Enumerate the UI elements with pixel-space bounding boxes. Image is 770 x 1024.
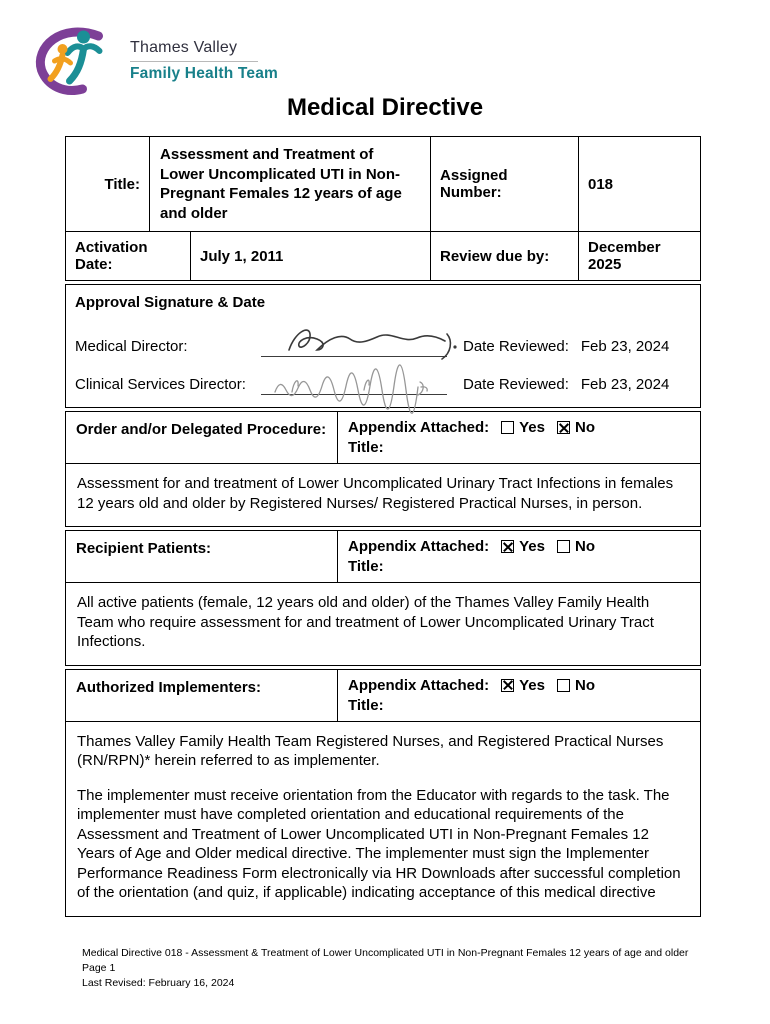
medical-director-signature-line [261, 329, 447, 357]
appendix-yes-label: Yes [519, 419, 545, 436]
medical-director-date-reviewed-value: Feb 23, 2024 [580, 338, 670, 355]
tvfht-logo [26, 22, 278, 100]
logo-org-name: Thames Valley [130, 39, 238, 56]
appendix-title-label: Title: [348, 696, 384, 714]
footer-last-revised: Last Revised: February 16, 2024 [82, 977, 235, 990]
title-value: Assessment and Treatment of Lower Uncomplicated UTI in Non-Pregnant Females 12 years of age and older [149, 137, 430, 231]
appendix-no-checkbox [557, 679, 570, 692]
appendix-attached-line [348, 419, 690, 436]
clinical-director-date-reviewed-value: Feb 23, 2024 [580, 376, 670, 393]
approval-section [65, 284, 701, 408]
appendix-yes-checkbox [501, 679, 514, 692]
appendix-title-label: Title: [348, 558, 384, 575]
clinical-director-signature-line [261, 367, 447, 395]
assigned-number-value: 018 [578, 137, 700, 231]
recipient-patients-section [65, 530, 701, 666]
activation-date-label: Activation Date: [75, 239, 148, 273]
appendix-no-label: No [575, 676, 595, 694]
approval-heading: Approval Signature & Date [75, 294, 266, 311]
appendix-no-checkbox [557, 421, 570, 434]
document-footer [82, 946, 688, 992]
recipient-patients-appendix-cell [337, 531, 700, 582]
appendix-attached-line [348, 538, 690, 555]
appendix-no-label: No [575, 538, 595, 555]
activation-date-value: July 1, 2011 [190, 232, 430, 280]
assigned-number-label: Assigned Number: [430, 137, 578, 231]
order-procedure-section [65, 411, 701, 527]
authorized-implementers-section [65, 669, 701, 917]
clinical-director-signature-image [265, 368, 445, 402]
medical-director-date-reviewed-label: Date Reviewed: [463, 338, 569, 355]
tvfht-logo-icon [26, 22, 122, 100]
title-info-table [65, 136, 701, 281]
appendix-yes-checkbox [501, 421, 514, 434]
order-procedure-label: Order and/or Delegated Procedure: [76, 421, 327, 438]
medical-director-signature-image [265, 320, 465, 364]
title-row [66, 137, 700, 231]
footer-directive-line: Medical Directive 018 - Assessment & Treatment of Lower Uncomplicated UTI in Non-Pregnant Females 12 years of age and older [82, 947, 689, 959]
order-procedure-body [66, 463, 700, 526]
footer-page-number: Page 1 [82, 962, 116, 975]
order-procedure-appendix-cell [337, 412, 700, 463]
dates-row [66, 231, 700, 280]
authorized-implementers-appendix-cell [337, 670, 700, 721]
clinical-director-signature-row [75, 363, 691, 395]
recipient-patients-header-row [66, 531, 700, 582]
authorized-implementers-label: Authorized Implementers: [76, 678, 262, 696]
appendix-attached-label: Appendix Attached: [348, 538, 490, 555]
recipient-patients-label: Recipient Patients: [76, 540, 212, 557]
recipient-patients-text: All active patients (female, 12 years old and older) of the Thames Valley Family Health Team who require assessment for and treatment of Lower Uncomplicated Urinary Tract Infections. [77, 594, 654, 650]
review-due-value: December 2025 [578, 232, 700, 280]
appendix-yes-checkbox [501, 540, 514, 553]
recipient-patients-body [66, 582, 700, 665]
appendix-no-checkbox [557, 540, 570, 553]
appendix-attached-line [348, 677, 690, 694]
authorized-implementers-text-2: The implementer must receive orientation from the Educator with regards to the task. The implementer must have completed orientation and educational requirements of the Assessment and Treatment of Lower Uncomplicated UTI in Non-Pregnant Females 12 Years of Age and Older medical directive. The implementer must sign the Implementer Performance Readiness Form electronically via HR Downloads after successful completion of the orientation (and quiz, if applicable) indicating acceptance of this medical directive [77, 786, 681, 901]
appendix-yes-label: Yes [519, 676, 545, 694]
medical-director-signature-row [75, 325, 691, 357]
title-label: Title: [104, 175, 140, 193]
authorized-implementers-text-1: Thames Valley Family Health Team Registered Nurses, and Registered Practical Nurses (RN/RPN)* herein referred to as implementer. [77, 732, 664, 769]
authorized-implementers-body [66, 721, 700, 916]
document-header [0, 0, 770, 136]
document-title: Medical Directive [286, 94, 484, 121]
clinical-director-date-reviewed-label: Date Reviewed: [463, 376, 569, 393]
medical-director-label: Medical Director: [75, 338, 188, 355]
appendix-title-label: Title: [348, 439, 384, 456]
appendix-attached-label: Appendix Attached: [348, 676, 490, 694]
order-procedure-text: Assessment for and treatment of Lower Uncomplicated Urinary Tract Infections in females 12 years old and older by Registered Nurses/ Registered Practical Nurses, in person. [77, 475, 674, 512]
appendix-yes-label: Yes [519, 538, 545, 555]
clinical-director-label: Clinical Services Director: [75, 376, 246, 393]
logo-team-name: Family Health Team [130, 65, 279, 82]
appendix-no-label: No [575, 419, 595, 436]
tvfht-logo-text [130, 39, 278, 83]
logo-divider [130, 61, 258, 62]
authorized-implementers-header-row [66, 670, 700, 721]
review-due-label: Review due by: [430, 232, 578, 280]
appendix-attached-label: Appendix Attached: [348, 419, 490, 436]
order-procedure-header-row [66, 412, 700, 463]
